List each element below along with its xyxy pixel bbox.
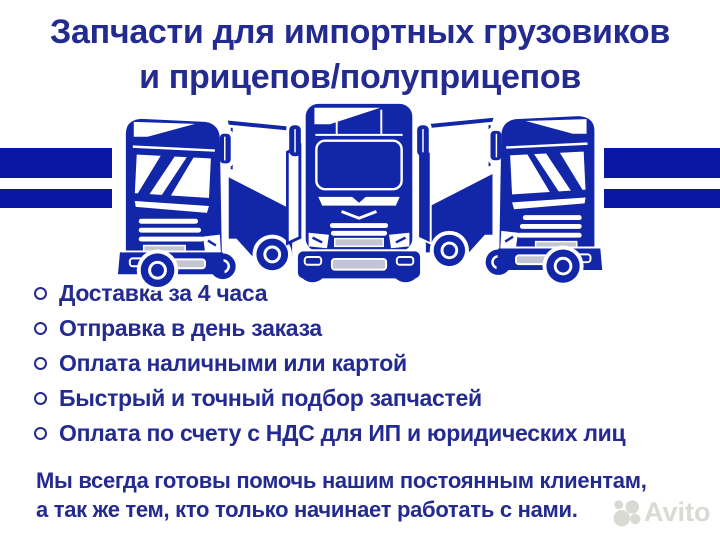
truck-left-illustration (106, 110, 304, 292)
truck-right-illustration (418, 107, 614, 288)
feature-item (34, 381, 625, 416)
footer-line-2: а так же тем, кто только начинает работать с нами. (36, 497, 578, 522)
bullet-ring-icon (34, 357, 47, 370)
footer-line-1: Мы всегда готовы помочь нашим постоянным клиентам, (36, 468, 647, 493)
title-line-2: и прицепов/полуприцепов (139, 58, 581, 96)
feature-item (34, 346, 625, 381)
avito-dots-icon (612, 498, 642, 528)
feature-item (34, 311, 625, 346)
feature-list (34, 276, 625, 451)
title-line-1: Запчасти для импортных грузовиков (50, 13, 670, 51)
feature-item (34, 416, 625, 451)
bullet-ring-icon (34, 322, 47, 335)
footer-message (36, 466, 647, 524)
feature-label: Оплата наличными или картой (59, 350, 407, 376)
feature-label: Быстрый и точный подбор запчастей (59, 385, 482, 411)
banner-title (0, 10, 720, 100)
feature-label: Доставка за 4 часа (59, 280, 268, 306)
avito-watermark (612, 497, 711, 528)
bullet-ring-icon (34, 287, 47, 300)
bullet-ring-icon (34, 427, 47, 440)
feature-label: Отправка в день заказа (59, 315, 322, 341)
bullet-ring-icon (34, 392, 47, 405)
truck-center-illustration (286, 100, 432, 289)
avito-watermark-label: Avito (644, 497, 711, 527)
feature-label: Оплата по счету с НДС для ИП и юридических лиц (59, 420, 626, 446)
